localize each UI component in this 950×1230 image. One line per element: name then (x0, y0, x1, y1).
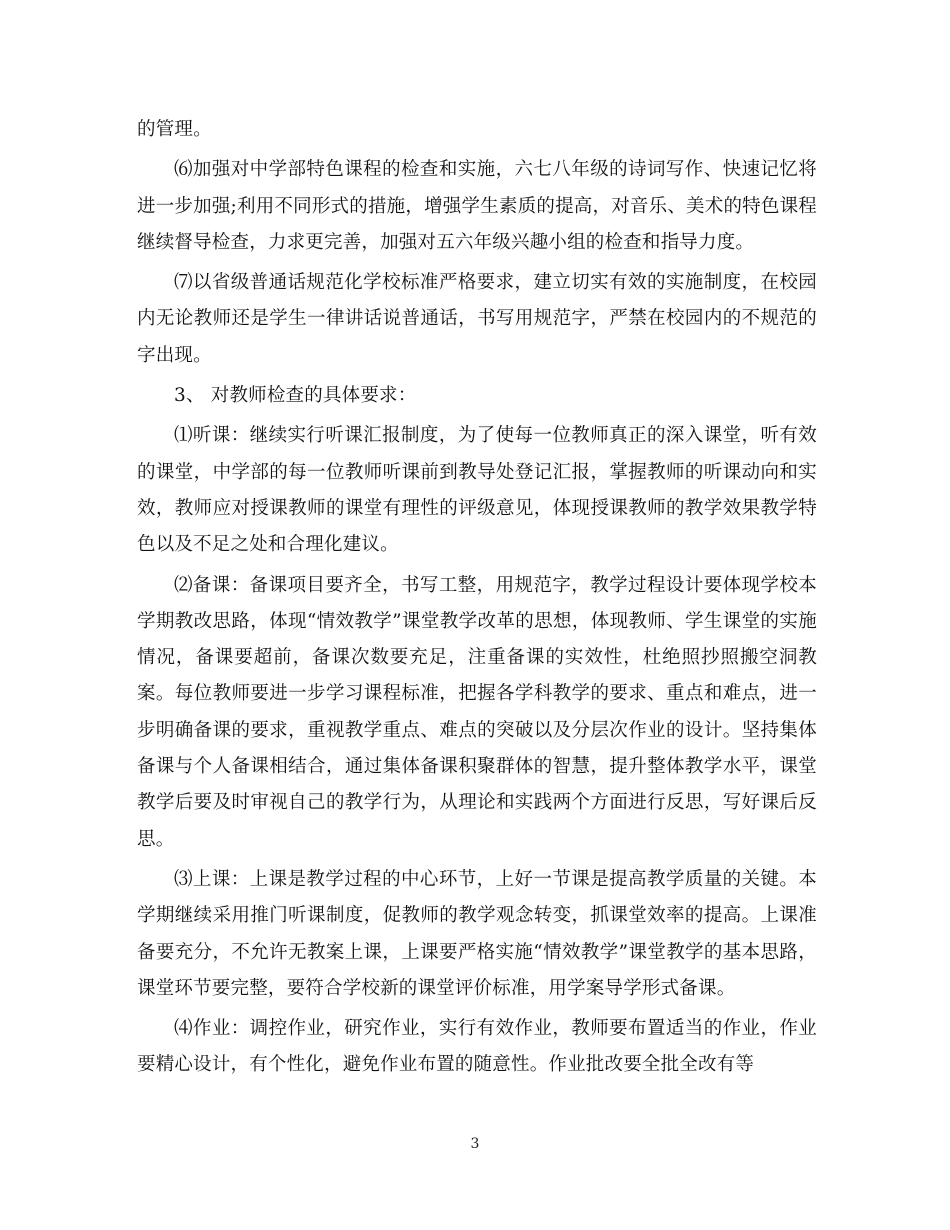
section-heading-3: 3、 对教师检查的具体要求： (174, 385, 417, 407)
paragraph-homework: ⑷作业：调控作业，研究作业，实行有效作业，教师要布置适当的作业，作业要精心设计，有个性化，避免作业布置的随意性。作业批改要全批全改有等 (137, 1018, 817, 1076)
page-number: 3 (470, 1136, 480, 1152)
paragraph-teaching: ⑶上课：上课是教学过程的中心环节，上好一节课是提高教学质量的关键。本学期继续采用推门听课制度，促教师的教学观念转变，抓课堂效率的提高。上课准备要充分，不允许无教案上课，上课要严格实施“情效教学”课堂教学的基本思路，课堂环节要完整，要符合学校新的课堂评价标准，用学案导学形式备课。 (137, 868, 817, 999)
paragraph-continuation: 的管理。 (137, 119, 212, 140)
document-body (137, 112, 817, 1088)
paragraph-listening: ⑴听课：继续实行听课汇报制度，为了使每一位教师真正的深入课堂，听有效的课堂，中学部的每一位教师听课前到教导处登记汇报，掌握教师的听课动向和实效，教师应对授课教师的课堂有理性的评级意见，体现授课教师的教学效果教学特色以及不足之处和合理化建议。 (137, 425, 817, 556)
paragraph-item-6: ⑹加强对中学部特色课程的检查和实施，六七八年级的诗词写作、快速记忆将进一步加强;利用不同形式的措施，增强学生素质的提高，对音乐、美术的特色课程继续督导检查，力求更完善，加强对五六年级兴趣小组的检查和指导力度。 (137, 159, 817, 253)
paragraph-item-7: ⑺以省级普通话规范化学校标准严格要求，建立切实有效的实施制度，在校园内无论教师还是学生一律讲话说普通话，书写用规范字，严禁在校园内的不规范的字出现。 (137, 272, 817, 366)
paragraph-lesson-prep: ⑵备课：备课项目要齐全，书写工整，用规范字，教学过程设计要体现学校本学期教改思路，体现“情效教学”课堂教学改革的思想，体现教师、学生课堂的实施情况，备课要超前，备课次数要充足，注重备课的实效性，杜绝照抄照搬空洞教案。每位教师要进一步学习课程标准，把握各学科教学的要求、重点和难点，进一步明确备课的要求，重视教学重点、难点的突破以及分层次作业的设计。坚持集体备课与个人备课相结合，通过集体备课积聚群体的智慧，提升整体教学水平，课堂教学后要及时审视自己的教学行为，从理论和实践两个方面进行反思，写好课后反思。 (137, 574, 817, 850)
